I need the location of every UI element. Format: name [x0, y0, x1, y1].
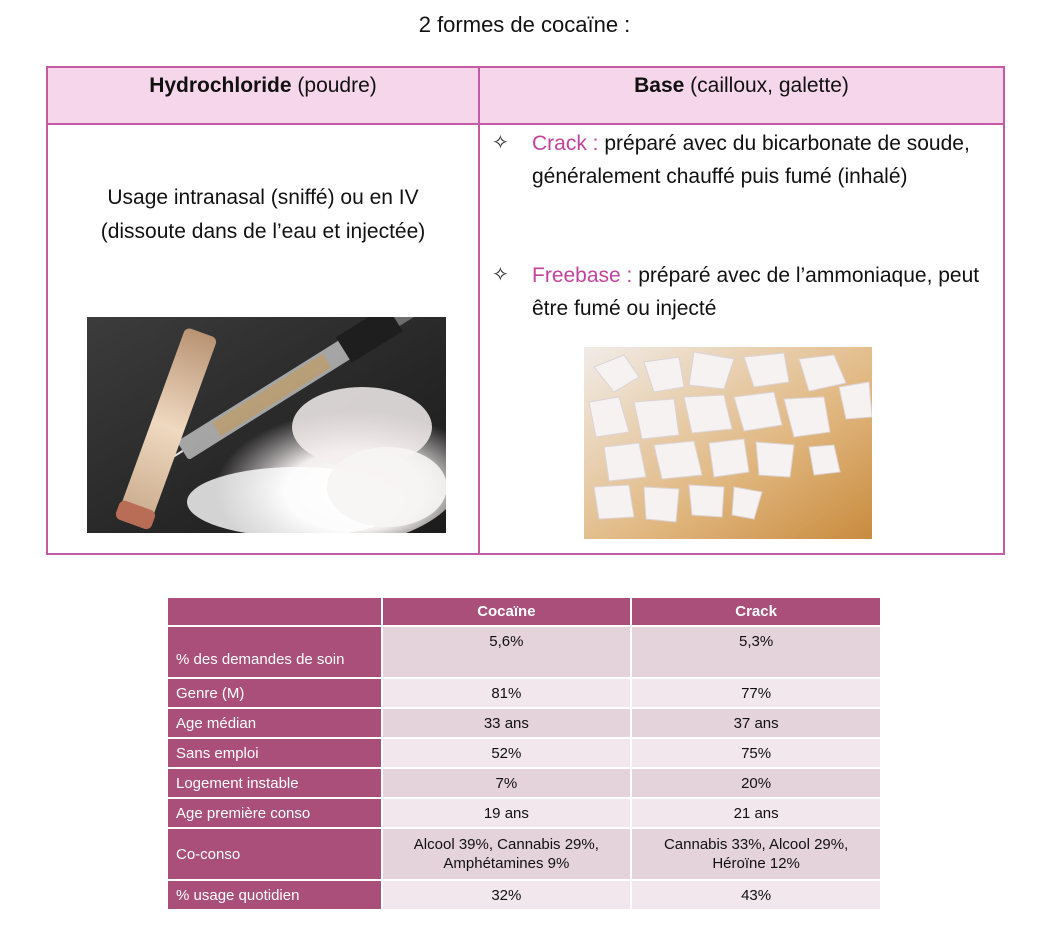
header-hydrochloride: [48, 68, 478, 123]
crack-description: préparé avec du bicarbonate de soude, généralement chauffé puis fumé (inhalé): [532, 132, 970, 188]
cell-cocaine: 81%: [382, 678, 632, 708]
cell-crack: 20%: [631, 768, 881, 798]
row-label: Logement instable: [167, 768, 382, 798]
header-base-rest: (cailloux, galette): [684, 74, 849, 97]
freebase-description: préparé avec de l’ammoniaque, peut être fumé ou injecté: [532, 264, 980, 320]
header-cocaine: Cocaïne: [382, 597, 632, 626]
cell-cocaine: 5,6%: [382, 626, 632, 678]
cell-cocaine-line-1: Alcool 39%, Cannabis 29%,: [413, 836, 599, 853]
header-hydrochloride-bold: Hydrochloride: [149, 74, 292, 97]
column-divider: [478, 68, 480, 553]
freebase-term: Freebase :: [532, 264, 633, 287]
crystals-photo: [584, 347, 872, 539]
table-row: [167, 738, 881, 768]
cell-cocaine: 52%: [382, 738, 632, 768]
powder-syringe-photo: [87, 317, 446, 533]
header-base-bold: Base: [634, 74, 685, 97]
header-empty: [167, 597, 382, 626]
header-base: [480, 68, 1003, 123]
cell-crack: 77%: [631, 678, 881, 708]
comparison-table: [166, 596, 882, 911]
row-label: % usage quotidien: [167, 880, 382, 910]
bullet-star-icon: ✧: [492, 132, 509, 154]
table-row: [167, 626, 881, 678]
header-crack: Crack: [631, 597, 881, 626]
cocaine-forms-table: [46, 66, 1005, 555]
cell-crack: 5,3%: [631, 626, 881, 678]
cell-cocaine: 7%: [382, 768, 632, 798]
cell-crack: [631, 828, 881, 880]
cell-crack-line-1: Cannabis 33%, Alcool 29%,: [663, 836, 849, 853]
row-label: Age première conso: [167, 798, 382, 828]
usage-line-1: Usage intranasal (sniffé) ou en IV: [107, 186, 419, 209]
bullet-freebase-text: [532, 259, 1002, 325]
table-row: [167, 828, 881, 880]
crack-term: Crack :: [532, 132, 599, 155]
table-row: [167, 880, 881, 910]
cell-crack-line-2: Héroïne 12%: [712, 855, 800, 872]
row-label: Genre (M): [167, 678, 382, 708]
table-row: [167, 798, 881, 828]
table-row: [167, 768, 881, 798]
usage-line-2: (dissoute dans de l’eau et injectée): [100, 220, 426, 243]
row-label: Co-conso: [167, 828, 382, 880]
bullet-crack-text: [532, 127, 1002, 193]
cell-cocaine: 33 ans: [382, 708, 632, 738]
table-row: [167, 678, 881, 708]
cell-crack: 43%: [631, 880, 881, 910]
header-hydrochloride-rest: (poudre): [291, 74, 377, 97]
table-header-row: [167, 597, 881, 626]
cell-crack: 21 ans: [631, 798, 881, 828]
row-label: Age médian: [167, 708, 382, 738]
cell-crack: 75%: [631, 738, 881, 768]
cell-cocaine: 19 ans: [382, 798, 632, 828]
row-label: Sans emploi: [167, 738, 382, 768]
cell-cocaine-line-2: Amphétamines 9%: [443, 855, 570, 872]
table-row: [167, 708, 881, 738]
cell-cocaine: [382, 828, 632, 880]
row-label: % des demandes de soin: [167, 626, 382, 678]
page-title: 2 formes de cocaïne :: [418, 12, 631, 37]
bullet-star-icon: ✧: [492, 264, 509, 286]
usage-text: [48, 181, 478, 249]
cell-cocaine: 32%: [382, 880, 632, 910]
cell-crack: 37 ans: [631, 708, 881, 738]
